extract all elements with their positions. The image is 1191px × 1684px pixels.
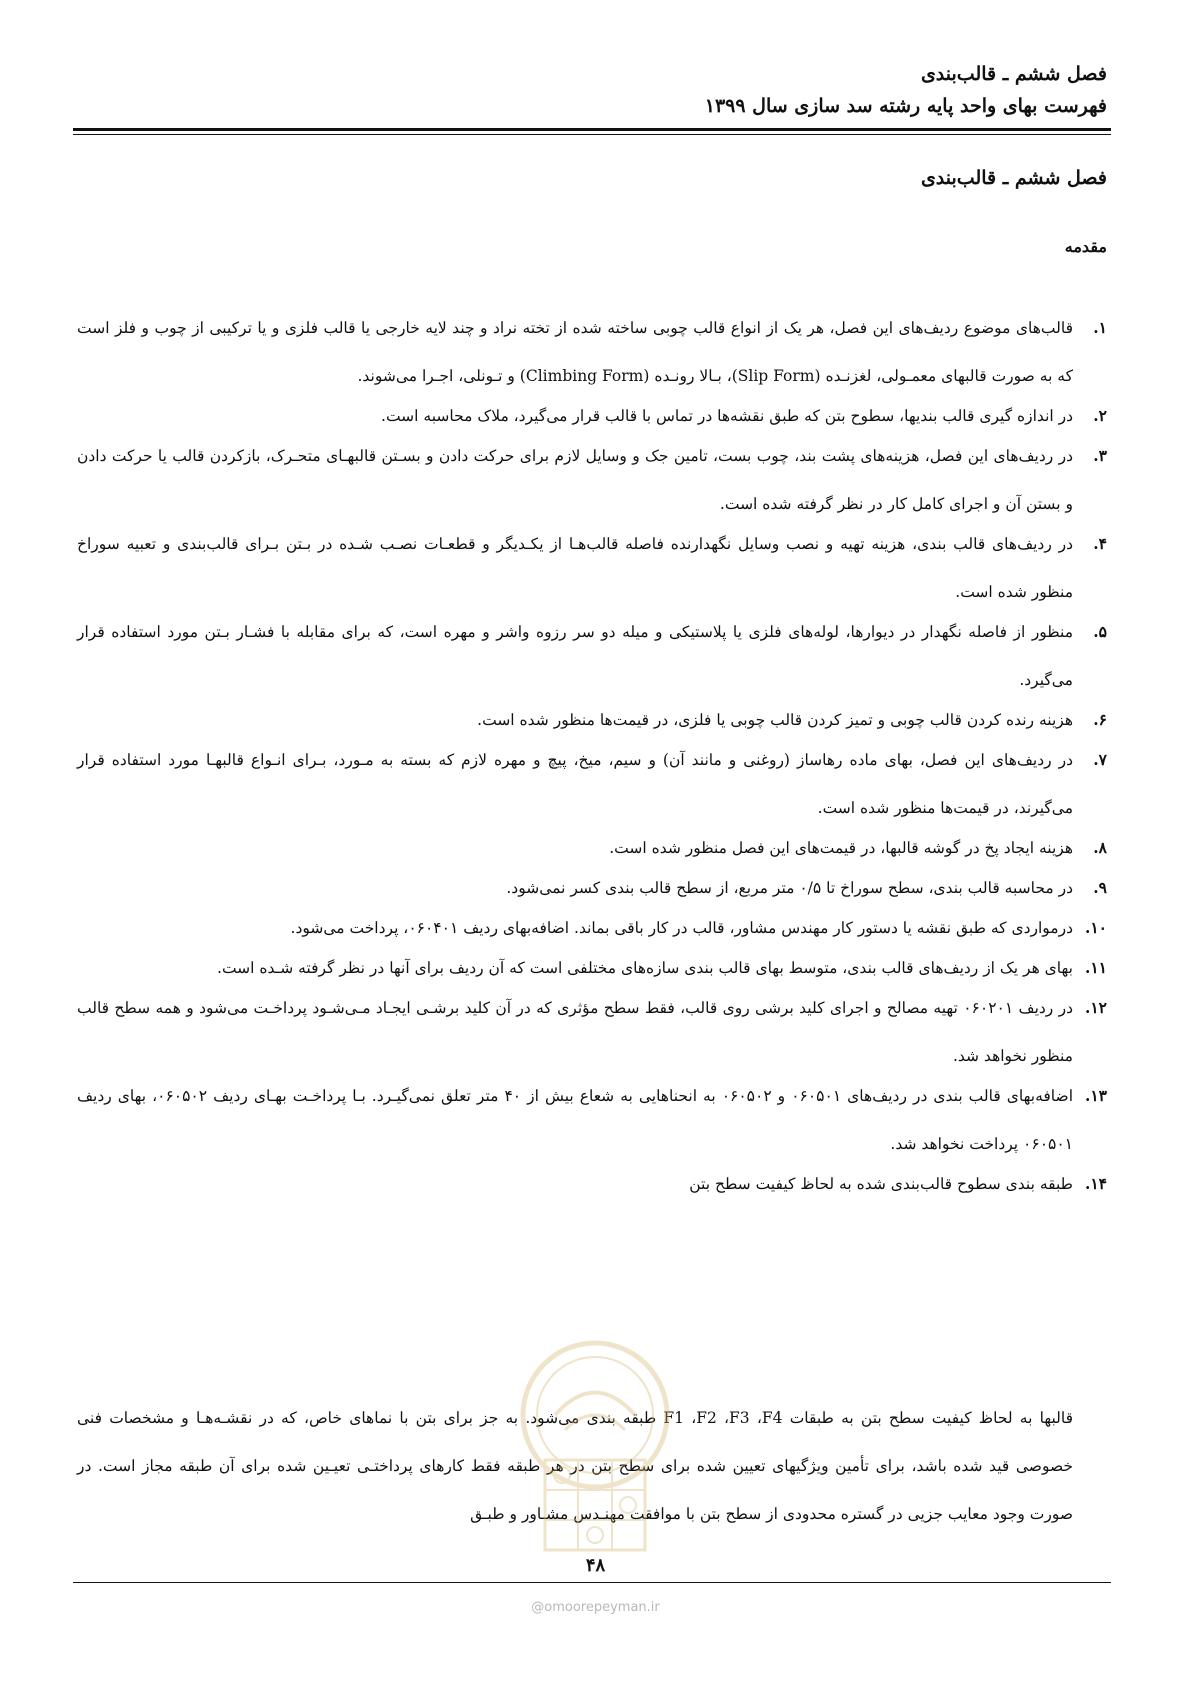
item-text: در ردیف‌های قالب بندی، هزینه تهیه و نصب وسایل نگهدارنده فاصله قالب‌هـا از یکـدیگر و قطعـات نصـب شـده در بـتن بـرای قالب‌بندی و تعبیه سوراخ منظور شده است. bbox=[77, 535, 1073, 601]
item-text: در محاسبه قالب بندی، سطح سوراخ تا ۰/۵ متر مربع، از سطح قالب بندی کسر نمی‌شود. bbox=[506, 879, 1073, 897]
item-number: ۱۳. bbox=[1084, 1086, 1107, 1105]
item-text: طبقه بندی سطوح قالب‌بندی شده به لحاظ کیفیت سطح بتن bbox=[689, 1175, 1073, 1193]
item-number: ۵. bbox=[1093, 622, 1107, 641]
footer-website-watermark: @omoorepeyman.ir bbox=[531, 1600, 660, 1615]
item-text: منظور از فاصله نگهدار در دیوارها، لوله‌های فلزی یا پلاستیکی و میله دو سر رزوه واشر و مهره است، که برای مقابله با فشـار بـتن مورد استفاده قرار می‌گیرد. bbox=[77, 623, 1073, 689]
item-text: قالب‌های موضوع ردیف‌های این فصل، هر یک از انواع قالب چوبی ساخته شده از تخته نراد و چند لایه خارجی یا قالب فلزی و یا ترکیبی از چوب و فلز است که به صورت قالبهای معمـولی، لغزنـده (Slip Form)، بـالا رونـده (Climbing Form) و تـونلی، اجـرا می‌شوند. bbox=[77, 319, 1073, 385]
numbered-clauses-list bbox=[77, 312, 1107, 1208]
item-number: ۲. bbox=[1093, 406, 1107, 425]
item-number: ۷. bbox=[1093, 750, 1107, 769]
list-item bbox=[77, 736, 1107, 832]
item-text: در ردیف‌های این فصل، هزینه‌های پشت بند، چوب بست، تامین جک و وسایل لازم برای حرکت دادن و بسـتن قالبهـای متحـرک، بازکردن قالب یا حرکت دادن و بستن آن و اجرای کامل کار در نظر گرفته شده است. bbox=[77, 447, 1073, 513]
header-document-title: فهرست بهای واحد پایه رشته سد سازی سال ۱۳۹۹ bbox=[704, 95, 1107, 117]
item-number: ۸. bbox=[1093, 838, 1107, 857]
item-text: هزینه ایجاد پخ در گوشه قالبها، در قیمت‌های این فصل منظور شده است. bbox=[609, 839, 1073, 857]
list-item bbox=[77, 1072, 1107, 1168]
list-item bbox=[77, 608, 1107, 704]
page-number: ۴۸ bbox=[585, 1555, 606, 1576]
item-number: ۱۲. bbox=[1084, 998, 1107, 1017]
watermark-seal-icon bbox=[510, 1330, 680, 1560]
item-text: در اندازه گیری قالب بندیها، سطوح بتن که طبق نقشه‌ها در تماس با قالب قرار می‌گیرد، ملاک محاسبه است. bbox=[381, 407, 1073, 425]
list-item bbox=[77, 520, 1107, 616]
item-text: در ردیف ۰۶۰۲۰۱ تهیه مصالح و اجرای کلید برشی روی قالب، فقط سطح مؤثری که در آن کلید برشـی ایجـاد مـی‌شـود پرداخـت می‌شود و همه سطح قالب منظور نخواهد شد. bbox=[77, 999, 1073, 1065]
item-number: ۱۰. bbox=[1084, 918, 1107, 937]
item-number: ۱. bbox=[1093, 318, 1107, 337]
item-text: هزینه رنده کردن قالب چوبی و تمیز کردن قالب چوبی یا فلزی، در قیمت‌ها منظور شده است. bbox=[477, 711, 1073, 729]
item-text: درمواردی که طبق نقشه یا دستور کار مهندس مشاور، قالب در کار باقی بماند. اضافه‌بهای ردیف ۰۶۰۴۰۱، پرداخت می‌شود. bbox=[290, 919, 1073, 937]
item-number: ۶. bbox=[1093, 710, 1107, 729]
item-text: بهای هر یک از ردیف‌های قالب بندی، متوسط بهای قالب بندی سازه‌های مختلفی است که آن ردیف برای آنها در نظر گرفته شـده است. bbox=[217, 959, 1073, 977]
item-number: ۱۴. bbox=[1084, 1174, 1107, 1193]
header-rule-thick bbox=[73, 128, 1111, 131]
item-number: ۳. bbox=[1093, 446, 1107, 465]
list-item bbox=[77, 432, 1107, 528]
footer-rule bbox=[73, 1582, 1111, 1583]
surface-class-paragraph: قالبها به لحاظ کیفیت سطح بتن به طبقات F1 ،F2 ،F3 ،F4 طبقه بندی می‌شود. به جز برای بتن با نماهای خاص، که در نقشـه‌هـا و مشخصات فنی خصوصی قید شده باشد، برای تأمین ویژگیهای تعیین شده برای سطح بتن در هر طبقه فقط کارهای پرداختـی تعیـین شده برای آن طبقه مجاز است. در صورت وجود معایب جزیی در گستره محدودی از سطح بتن با موافقت مهنـدس مشـاور و طبـق bbox=[77, 1409, 1074, 1523]
chapter-title: فصل ششم ـ قالب‌بندی bbox=[920, 167, 1107, 189]
item-number: ۹. bbox=[1093, 878, 1107, 897]
item-text: در ردیف‌های این فصل، بهای ماده رهاساز (روغنی و مانند آن) و سیم، میخ، پیچ و مهره لازم که بسته به مـورد، بـرای انـواع قالبهـا مورد استفاده قرار می‌گیرند، در قیمت‌ها منظور شده است. bbox=[77, 751, 1073, 817]
list-item bbox=[77, 1160, 1107, 1208]
item-text: اضافه‌بهای قالب بندی در ردیف‌های ۰۶۰۵۰۱ و ۰۶۰۵۰۲ به انحناهایی به شعاع بیش از ۴۰ متر تعلق نمی‌گیـرد. بـا پرداخـت بهـای ردیف ۰۶۰۵۰۲، بهای ردیف ۰۶۰۵۰۱ پرداخت نخواهد شد. bbox=[77, 1087, 1073, 1153]
page-header bbox=[77, 58, 1107, 122]
header-chapter-line: فصل ششم ـ قالب‌بندی bbox=[920, 63, 1107, 85]
list-item bbox=[77, 304, 1107, 400]
header-rule-thin bbox=[73, 134, 1111, 135]
list-item bbox=[77, 984, 1107, 1080]
section-title-introduction: مقدمه bbox=[1064, 237, 1107, 256]
item-number: ۴. bbox=[1093, 534, 1107, 553]
item-number: ۱۱. bbox=[1084, 958, 1107, 977]
